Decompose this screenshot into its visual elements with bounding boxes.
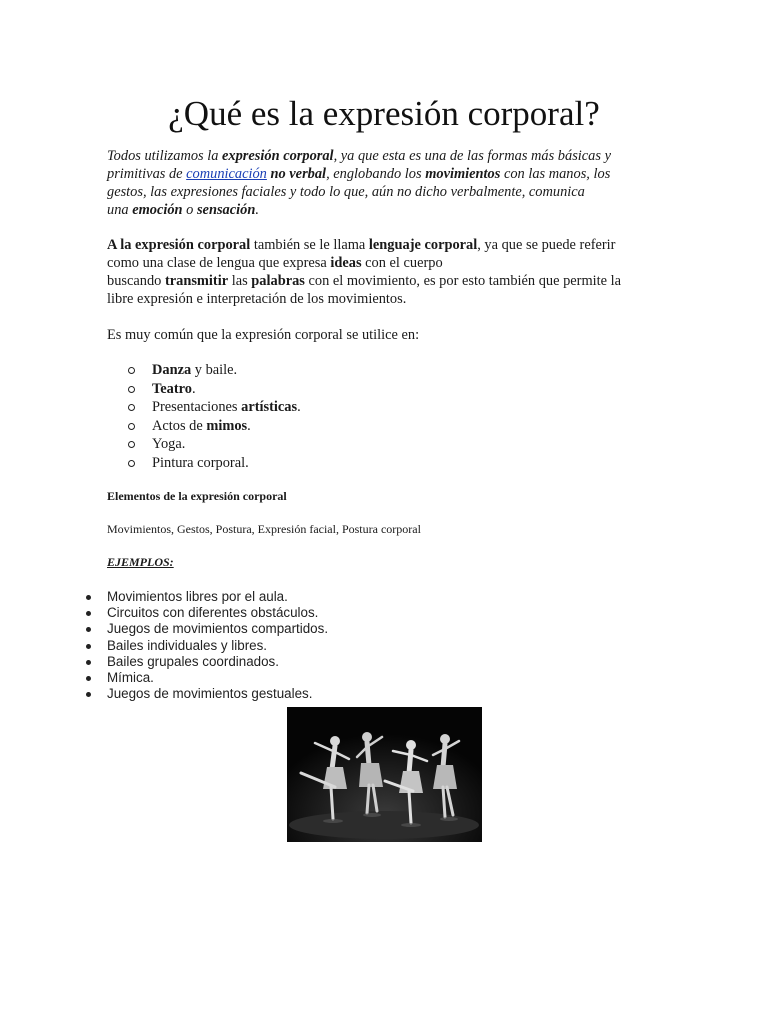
uses-intro: Es muy común que la expresión corporal se utilice en:	[107, 327, 420, 343]
intro-text: , ya que esta es una de las formas más básicas y	[333, 148, 611, 164]
definition-bold: ideas	[330, 255, 362, 271]
list-item	[84, 654, 328, 670]
bullet-icon	[86, 611, 91, 616]
definition-text: también se le llama	[250, 237, 369, 253]
dancers-photo	[287, 707, 482, 842]
intro-bold: no verbal	[270, 166, 327, 182]
bullet-icon	[86, 627, 91, 632]
item-text: .	[297, 399, 301, 415]
definition-text: con el movimiento, es por esto también que permite la	[304, 273, 621, 289]
definition-bold: palabras	[251, 273, 305, 289]
intro-text: una	[107, 202, 133, 218]
definition-bold: A la expresión corporal	[107, 237, 251, 253]
bullet-icon	[86, 595, 91, 600]
item-text: y baile.	[191, 362, 238, 378]
examples-heading: EJEMPLOS:	[107, 555, 174, 569]
list-item	[84, 670, 328, 686]
intro-text: o	[182, 202, 197, 218]
list-item	[84, 589, 328, 605]
elements-heading: Elementos de la expresión corporal	[107, 489, 287, 503]
item-text: Juegos de movimientos compartidos.	[107, 621, 329, 637]
intro-bold: sensación	[196, 202, 256, 218]
item-text: Actos de	[152, 417, 207, 434]
definition-paragraph	[107, 236, 652, 308]
intro-text: .	[255, 202, 259, 218]
item-text: Presentaciones	[152, 399, 242, 415]
intro-text: gestos, las expresiones faciales y todo lo que, aún no dicho verbalmente, comunica	[107, 184, 585, 200]
item-bold: mimos	[206, 417, 248, 434]
list-item	[107, 435, 301, 454]
item-text: Juegos de movimientos gestuales.	[107, 686, 313, 702]
definition-bold: lenguaje corporal	[368, 237, 478, 253]
page-title: ¿Qué es la expresión corporal?	[168, 94, 600, 133]
item-text: .	[247, 417, 251, 434]
bullet-icon	[86, 644, 91, 649]
bullet-icon	[86, 676, 91, 681]
comunicacion-link[interactable]: comunicación	[186, 166, 267, 182]
list-item	[107, 361, 301, 380]
item-text: Mímica.	[107, 670, 154, 686]
circle-bullet-icon	[128, 423, 135, 430]
list-item	[107, 380, 301, 399]
dancers-illustration	[287, 707, 482, 842]
item-text: Movimientos libres por el aula.	[107, 589, 288, 604]
item-text: .	[191, 380, 196, 397]
examples-list	[84, 589, 328, 702]
circle-bullet-icon	[128, 367, 135, 374]
circle-bullet-icon	[128, 386, 135, 393]
list-item	[107, 454, 301, 473]
definition-text: como una clase de lengua que expresa	[107, 255, 331, 271]
intro-bold: expresión corporal	[222, 148, 334, 164]
item-text: Circuitos con diferentes obstáculos.	[107, 605, 319, 621]
definition-text: buscando	[107, 273, 165, 289]
definition-text: libre expresión e interpretación de los movimientos.	[107, 291, 407, 307]
list-item	[84, 686, 328, 702]
bullet-icon	[86, 660, 91, 665]
list-item	[107, 398, 301, 417]
elements-text: Movimientos, Gestos, Postura, Expresión facial, Postura corporal	[107, 522, 421, 536]
item-text: Yoga.	[152, 436, 186, 452]
definition-text: , ya que se puede referir	[477, 237, 616, 253]
intro-text: Todos utilizamos la	[107, 148, 223, 164]
list-item	[84, 621, 328, 637]
item-text: Pintura corporal.	[152, 454, 249, 471]
intro-text: , englobando los	[326, 166, 426, 182]
definition-text: las	[228, 273, 252, 289]
definition-bold: transmitir	[164, 273, 229, 289]
list-item	[107, 417, 301, 436]
circle-bullet-icon	[128, 404, 135, 411]
circle-bullet-icon	[128, 441, 135, 448]
intro-bold: movimientos	[425, 166, 501, 182]
bullet-icon	[86, 692, 91, 697]
intro-paragraph	[107, 147, 652, 219]
item-bold: artísticas	[241, 399, 298, 415]
item-bold: Teatro	[152, 380, 192, 397]
item-text: Bailes grupales coordinados.	[107, 653, 279, 669]
item-text: Bailes individuales y libres.	[107, 637, 268, 653]
list-item	[84, 638, 328, 654]
definition-text: con el cuerpo	[361, 255, 443, 271]
circle-bullet-icon	[128, 460, 135, 467]
item-bold: Danza	[152, 362, 192, 378]
list-item	[84, 605, 328, 621]
intro-text: con las manos, los	[500, 166, 611, 182]
uses-list	[107, 361, 301, 472]
intro-bold: emoción	[132, 202, 183, 218]
intro-text: primitivas de	[107, 166, 187, 182]
